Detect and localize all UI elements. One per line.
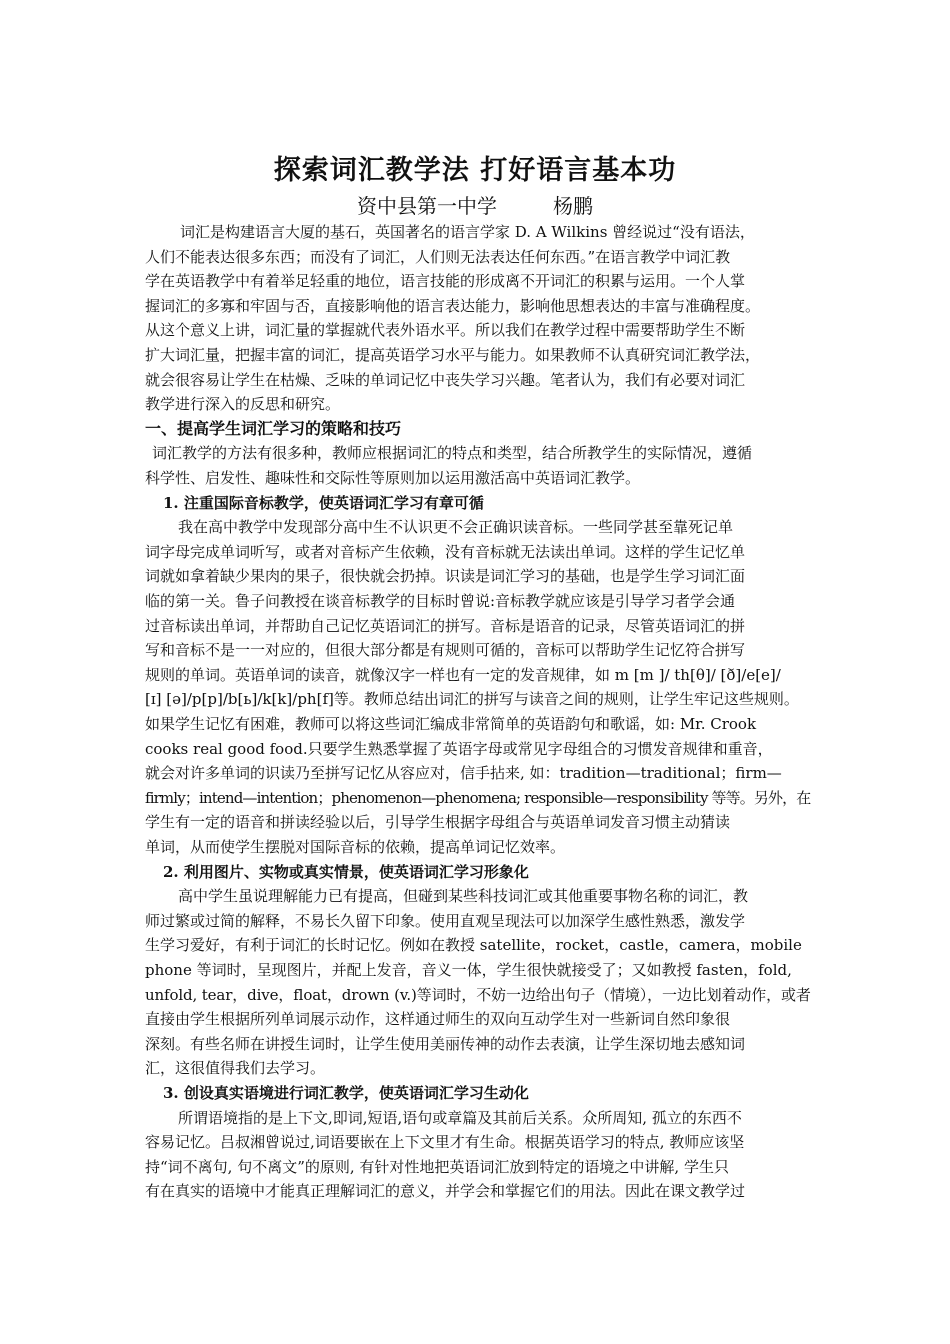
- body-text-line: 临的第一关。鲁子问教授在谈音标教学的目标时曾说:音标教学就应该是引导学习者学会通: [145, 592, 736, 610]
- author-byline: [0, 190, 950, 219]
- body-text-line: 教学进行深入的反思和研究。: [145, 395, 341, 414]
- body-text-line: 科学性、启发性、趣味性和交际性等原则加以运用激活高中英语词汇教学。: [145, 469, 641, 487]
- body-text-line: 词就如拿着缺少果肉的果子，很快就会扔掉。识读是词汇学习的基础，也是学生学习词汇面: [145, 567, 746, 586]
- body-text-line: 规则的单词。英语单词的读音，就像汉字一样也有一定的发音规律，如 m [m ]/ th[θ]/ [ð]/e[e]/: [145, 665, 781, 684]
- body-text-line: 有在真实的语境中才能真正理解词汇的意义，并学会和掌握它们的用法。因此在课文教学过: [145, 1182, 746, 1201]
- body-text-line: 高中学生虽说理解能力已有提高，但碰到某些科技词汇或其他重要事物名称的词汇，教: [178, 887, 749, 906]
- body-text-line: firmly；intend—intention；phenomenon—phenomena; responsible—responsibility 等等。另外，在: [145, 788, 811, 807]
- body-text-line: 所谓语境指的是上下文,即词,短语,语句或章篇及其前后关系。众所周知, 孤立的东西不: [178, 1108, 742, 1127]
- body-text-line: 就会对许多单词的识读乃至拼写记忆从容应对，信手拈来, 如：tradition—traditional；firm—: [145, 764, 782, 783]
- body-text-line: 单词，从而使学生摆脱对国际音标的依赖，提高单词记忆效率。: [145, 838, 566, 856]
- body-text-line: 从这个意义上讲，词汇量的掌握就代表外语水平。所以我们在教学过程中需要帮助学生不断: [145, 321, 746, 340]
- body-text-line: 生学习爱好，有利于词汇的长时记忆。例如在教授 satellite，rocket，castle，camera，mobile: [145, 936, 802, 955]
- body-text-line: 词汇教学的方法有很多种，教师应根据词汇的特点和类型，结合所教学生的实际情况，遵循: [152, 444, 753, 463]
- body-text-line: 握词汇的多寡和牢固与否，直接影响他的语言表达能力，影响他思想表达的丰富与准确程度。: [145, 296, 761, 315]
- body-text-line: 词汇是构建语言大厦的基石，英国著名的语言学家 D. A Wilkins 曾经说过“没有语法，: [180, 223, 755, 241]
- body-text-line: 人们不能表达很多东西；而没有了词汇，人们则无法表达任何东西。”在语言教学中词汇教: [145, 247, 731, 266]
- author-name: 杨鹏: [553, 194, 593, 218]
- body-text-line: 深刻。有些名师在讲授生词时，让学生使用美丽传神的动作去表演，让学生深切地去感知词: [145, 1034, 746, 1053]
- page-title: 探索词汇教学法 打好语言基本功: [273, 155, 677, 186]
- body-text-line: 持“词不离句, 句不离文”的原则, 有针对性地把英语词汇放到特定的语境之中讲解, 学生只: [145, 1157, 729, 1176]
- body-text-line: 我在高中教学中发现部分高中生不认识更不会正确识读音标。一些同学甚至靠死记单: [178, 518, 734, 537]
- body-text-line: 写和音标不是一一对应的，但很大部分都是有规则可循的，音标可以帮助学生记忆符合拼写: [145, 641, 746, 660]
- body-text-line: 就会很容易让学生在枯燥、乏味的单词记忆中丧失学习兴趣。笔者认为，我们有必要对词汇: [145, 370, 746, 389]
- section-heading: 2. 利用图片、实物或真实情景，使英语词汇学习形象化: [163, 862, 529, 881]
- body-text-line: 如果学生记忆有困难，教师可以将这些词汇编成非常简单的英语韵句和歌谣，如: Mr. Crook: [145, 715, 757, 733]
- body-text-line: 学在英语教学中有着举足轻重的地位，语言技能的形成离不开词汇的积累与运用。一个人掌: [145, 272, 746, 291]
- body-text-line: 容易记忆。吕叔湘曾说过,词语要嵌在上下文里才有生命。根据英语学习的特点, 教师应该坚: [145, 1133, 745, 1152]
- section-heading: 1. 注重国际音标教学，使英语词汇学习有章可循: [163, 493, 484, 512]
- body-text-line: cooks real good food.只要学生熟悉掌握了英语字母或常见字母组合的习惯发音规律和重音，: [145, 739, 773, 758]
- body-text-line: [ɪ] [ə]/p[p]/b[ь]/k[k]/ph[f]等。教师总结出词汇的拼写与读音之间的规则，让学生牢记这些规则。: [145, 690, 799, 709]
- body-text-line: 学生有一定的语音和拼读经验以后，引导学生根据字母组合与英语单词发音习惯主动猜读: [145, 813, 731, 832]
- body-text-line: 直接由学生根据所列单词展示动作，这样通过师生的双向互动学生对一些新词自然印象很: [145, 1010, 731, 1029]
- body-text-line: unfold, tear，dive，float，drown (v.)等词时，不妨一边给出句子（情境），一边比划着动作，或者: [145, 985, 811, 1004]
- body-text-line: 师过繁或过简的解释，不易长久留下印象。使用直观呈现法可以加深学生感性熟悉，激发学: [145, 911, 746, 930]
- section-heading: 3. 创设真实语境进行词汇教学，使英语词汇学习生动化: [163, 1084, 529, 1102]
- author-school: 资中县第一中学: [357, 194, 497, 218]
- body-text-line: 过音标读出单词，并帮助自己记忆英语词汇的拼写。音标是语音的记录，尽管英语词汇的拼: [145, 616, 746, 635]
- section-heading: 一、提高学生词汇学习的策略和技巧: [145, 418, 402, 438]
- body-text-line: 汇，这很值得我们去学习。: [145, 1059, 326, 1078]
- body-text-line: 词字母完成单词听写，或者对音标产生依赖，没有音标就无法读出单词。这样的学生记忆单: [145, 542, 746, 561]
- body-text-line: phone 等词时，呈现图片，并配上发音，音义一体，学生很快就接受了；又如教授 fasten，fold,: [145, 961, 792, 979]
- body-text-line: 扩大词汇量，把握丰富的词汇，提高英语学习水平与能力。如果教师不认真研究词汇教学法，: [145, 346, 761, 364]
